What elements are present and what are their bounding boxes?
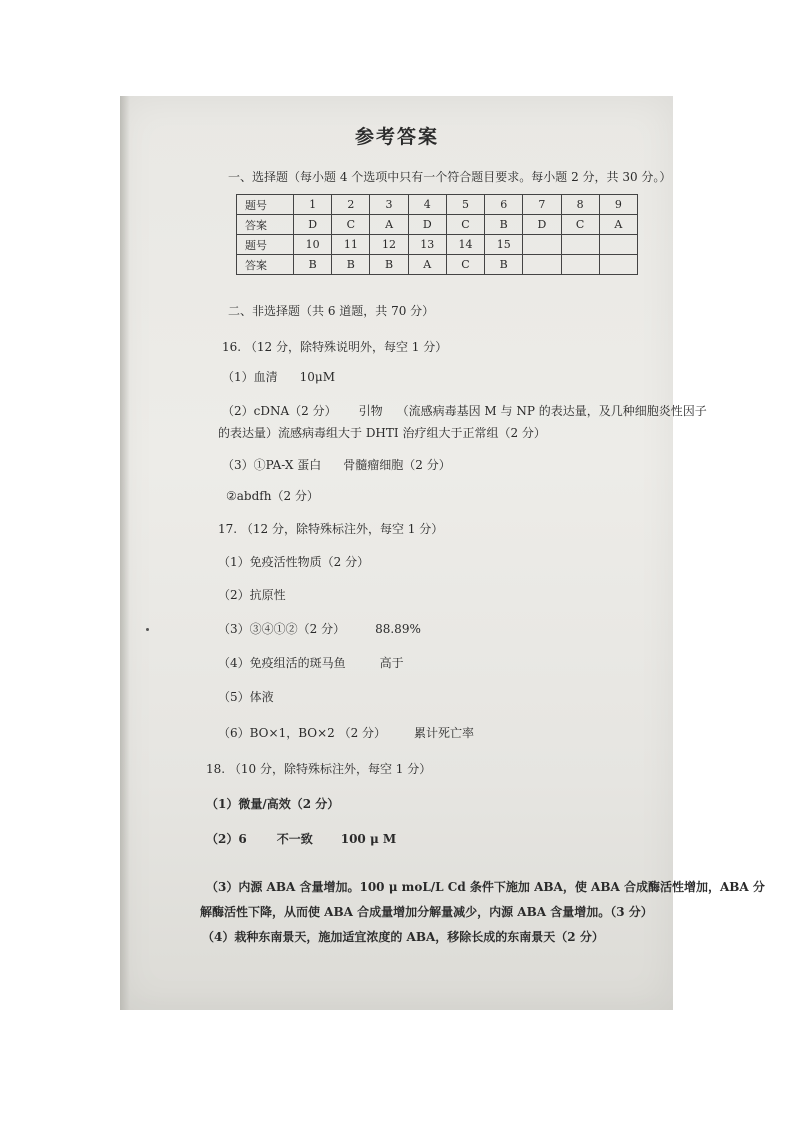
q17-p6-b: 累计死亡率 [414, 726, 475, 740]
table-cell: C [561, 215, 599, 235]
table-row [237, 255, 638, 275]
table-row [237, 235, 638, 255]
table-cell: D [523, 215, 561, 235]
section2-heading: 二、非选择题（共 6 道题，共 70 分） [228, 304, 435, 318]
table-cell [561, 255, 599, 275]
q18-p2-a: （2）6 [206, 832, 247, 846]
q17-part4 [218, 654, 404, 671]
answer-table [236, 194, 638, 275]
table-cell: 11 [332, 235, 370, 255]
q17-p4-b: 高于 [379, 656, 404, 670]
q17-part3 [218, 620, 421, 637]
q18-part2 [206, 830, 396, 847]
section1-heading: 一、选择题（每小题 4 个选项中只有一个符合题目要求。每小题 2 分，共 30 分。） [228, 170, 672, 184]
table-row [237, 215, 638, 235]
q18-part4: （4）栽种东南景天，施加适宜浓度的 ABA，移除长成的东南景天（2 分） [202, 930, 604, 944]
table-cell: 1 [294, 195, 332, 215]
q16-p2-b: 引物 [358, 404, 383, 418]
q16-part2-line1 [222, 402, 707, 419]
q17-part2: （2）抗原性 [218, 588, 286, 602]
page-title: 参考答案 [354, 126, 439, 148]
table-cell: 14 [446, 235, 484, 255]
table-cell: B [485, 215, 523, 235]
table-cell: 7 [523, 195, 561, 215]
table-cell [523, 235, 561, 255]
q16-p3-a: （3）①PA-X 蛋白 [222, 458, 322, 472]
q16-part3 [222, 456, 451, 473]
q17-p3-a: （3）③④①②（2 分） [218, 622, 346, 636]
q18-part3-line2: 解酶活性下降，从而使 ABA 合成量增加分解量减少，内源 ABA 含量增加。（3 分） [200, 905, 653, 919]
table-cell: 10 [294, 235, 332, 255]
row-label: 答案 [237, 255, 294, 275]
table-cell: B [370, 255, 408, 275]
q16-header: 16. （12 分，除特殊说明外，每空 1 分） [222, 340, 448, 354]
q18-part3-line1: （3）内源 ABA 含量增加。100 μ moL/L Cd 条件下施加 ABA，使 ABA 合成酶活性增加，ABA 分 [206, 880, 765, 894]
stray-mark [146, 628, 149, 631]
q17-p4-a: （4）免疫组活的斑马鱼 [218, 656, 346, 670]
table-cell: D [408, 215, 446, 235]
table-cell: 8 [561, 195, 599, 215]
table-cell: A [599, 215, 637, 235]
q18-header: 18. （10 分，除特殊标注外，每空 1 分） [206, 762, 432, 776]
table-cell [599, 235, 637, 255]
table-cell: 9 [599, 195, 637, 215]
photo-shadow-edge [120, 96, 130, 1010]
table-cell: C [446, 215, 484, 235]
table-cell: 5 [446, 195, 484, 215]
table-cell [561, 235, 599, 255]
q16-p2-a: （2）cDNA（2 分） [222, 404, 337, 418]
table-cell: 2 [332, 195, 370, 215]
table-cell: A [408, 255, 446, 275]
table-cell: 15 [485, 235, 523, 255]
q17-header: 17. （12 分，除特殊标注外，每空 1 分） [218, 522, 444, 536]
table-cell: 13 [408, 235, 446, 255]
table-cell [523, 255, 561, 275]
q17-part5: （5）体液 [218, 690, 274, 704]
q16-part3-sub: ②abdfh（2 分） [226, 489, 319, 503]
q16-p1-label: （1）血清 [222, 370, 278, 384]
q17-p3-b: 88.89% [375, 622, 421, 636]
table-cell: 3 [370, 195, 408, 215]
table-cell [599, 255, 637, 275]
row-label: 题号 [237, 195, 294, 215]
table-cell: A [370, 215, 408, 235]
table-cell: 12 [370, 235, 408, 255]
table-cell: B [294, 255, 332, 275]
q16-part2-line2: 的表达量）流感病毒组大于 DHTI 治疗组大于正常组（2 分） [218, 426, 546, 440]
table-cell: B [332, 255, 370, 275]
table-cell: B [485, 255, 523, 275]
q18-part1: （1）微量/高效（2 分） [206, 797, 340, 811]
q16-p3-b: 骨髓瘤细胞（2 分） [343, 458, 451, 472]
q18-p2-b: 不一致 [276, 832, 313, 846]
q18-p2-c: 100 μ M [340, 832, 397, 846]
q16-p2-c: （流感病毒基因 M 与 NP 的表达量，及几种细胞炎性因子 [396, 404, 707, 418]
table-cell: 6 [485, 195, 523, 215]
table-cell: C [446, 255, 484, 275]
row-label: 题号 [237, 235, 294, 255]
table-cell: C [332, 215, 370, 235]
table-cell: D [294, 215, 332, 235]
table-cell: 4 [408, 195, 446, 215]
q16-p1-value: 10μM [299, 370, 335, 384]
row-label: 答案 [237, 215, 294, 235]
q17-p6-a: （6）BO×1，BO×2 （2 分） [218, 726, 387, 740]
table-row [237, 195, 638, 215]
q17-part6 [218, 724, 474, 741]
q17-part1: （1）免疫活性物质（2 分） [218, 555, 370, 569]
q16-part1 [222, 368, 335, 385]
